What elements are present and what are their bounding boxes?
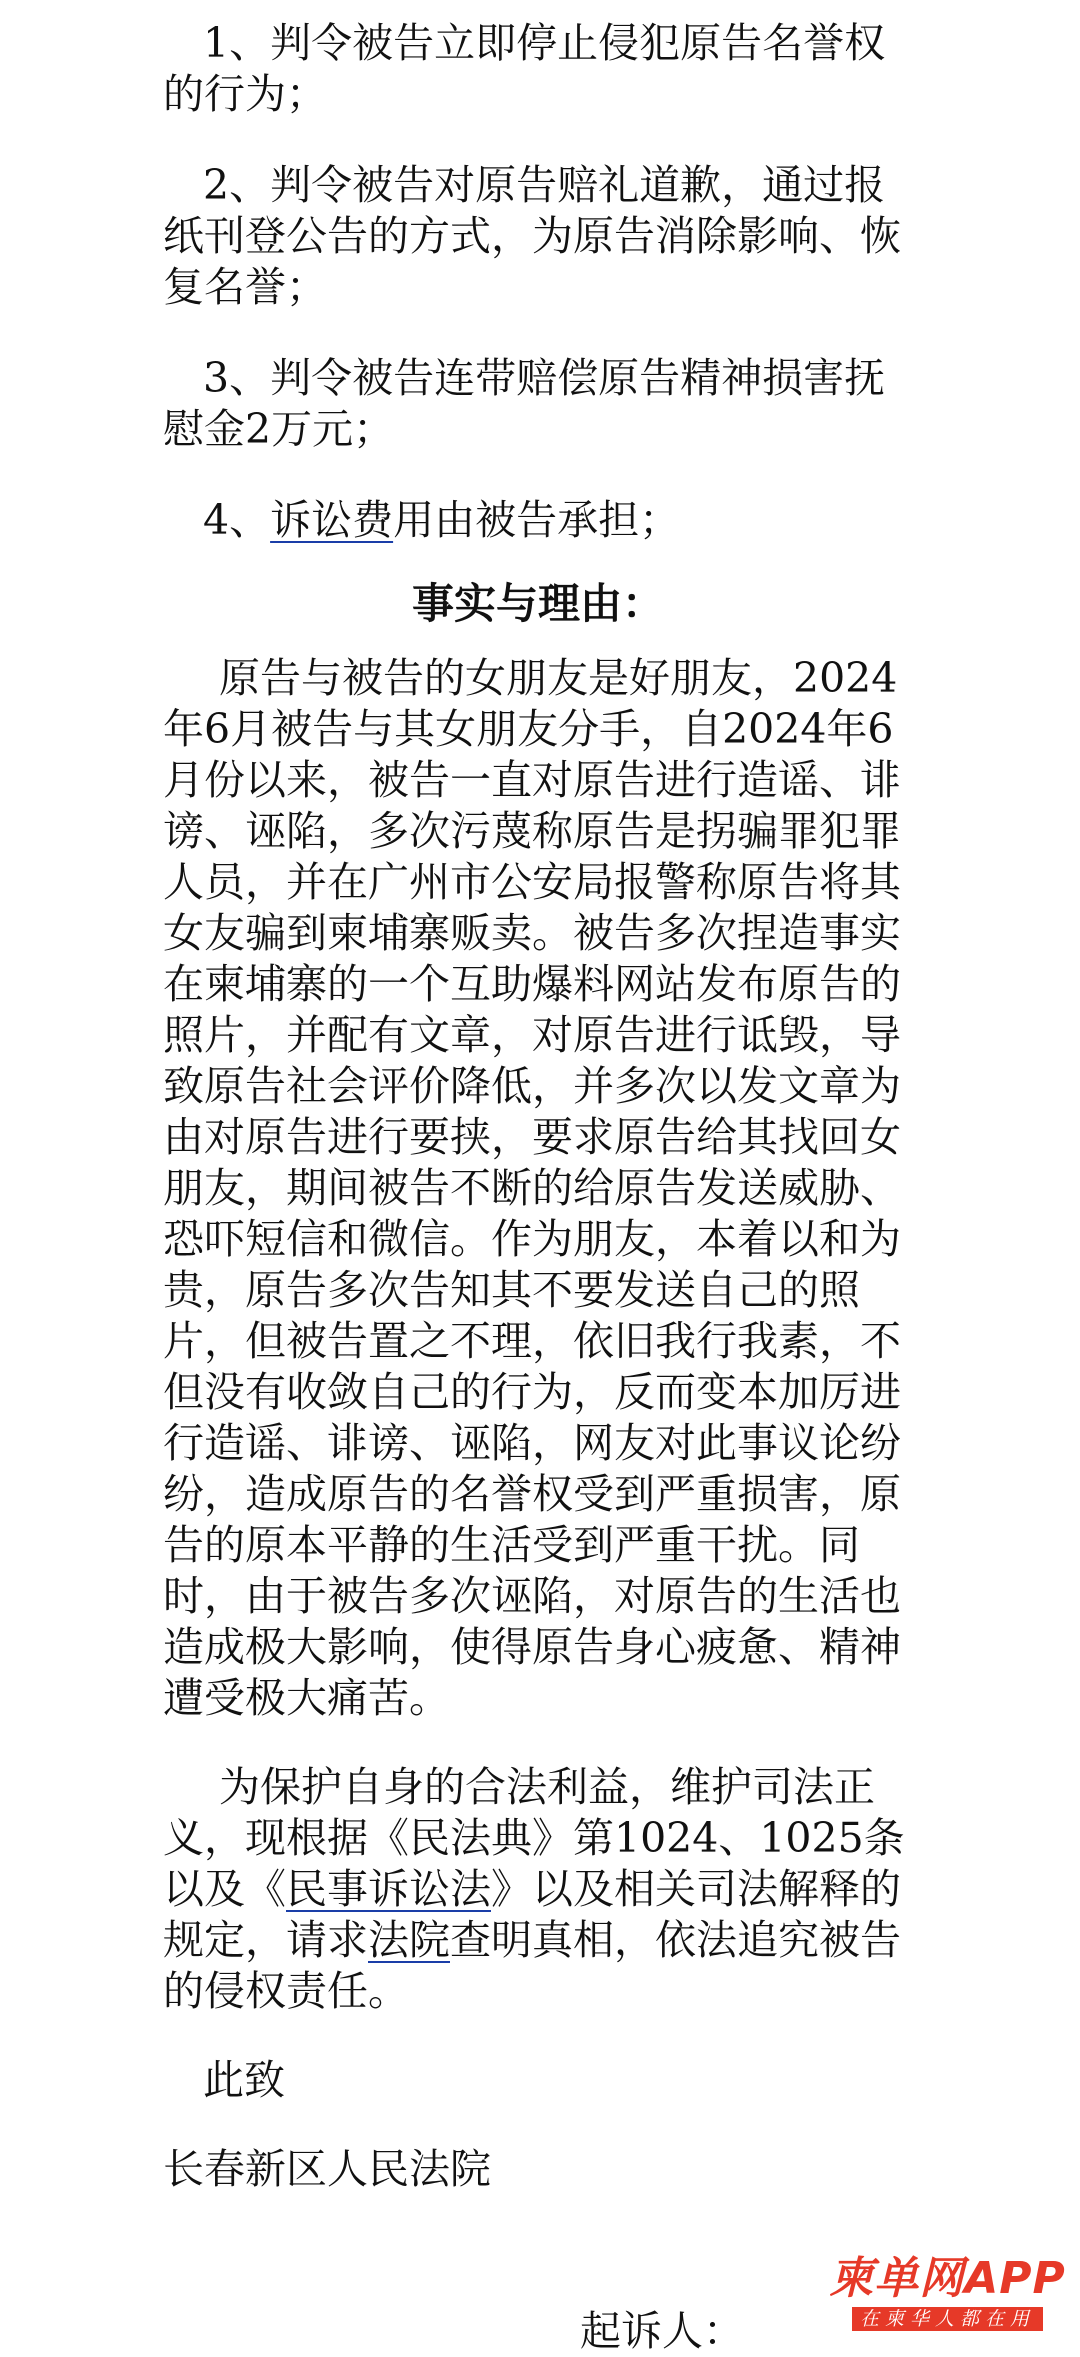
request-item-4-suffix: 用由被告承担； bbox=[393, 496, 681, 544]
request-item-4-prefix: 4、 bbox=[203, 496, 271, 544]
request-item-1-text: 1、判令被告立即停止侵犯原告名誉权的行为； bbox=[163, 19, 886, 118]
litigation-fee-link[interactable]: 诉讼费 bbox=[270, 496, 394, 544]
legal-text-1: 为保护自身的合法利益，维护司法正义，现根据《民法典》第1024、1025条以及《 bbox=[163, 1763, 905, 1913]
legal-text-3: 查明真相，依法追究被告的侵权责任。 bbox=[163, 1916, 901, 2015]
legal-basis-paragraph bbox=[163, 1762, 923, 2017]
document-body bbox=[163, 18, 923, 2195]
court-link[interactable]: 法院 bbox=[368, 1916, 450, 1964]
section-heading: 事实与理由： bbox=[411, 579, 664, 628]
facts-paragraph: 原告与被告的女朋友是好朋友，2024年6月被告与其女朋友分手，自2024年6月份以来，被告一直对原告进行造谣、诽谤、诬陷，多次污蔑称原告是拐骗罪犯罪人员，并在广州市公安局报警称原告将其女友骗到柬埔寨贩卖。被告多次捏造事实在柬埔寨的一个互助爆料网站发布原告的照片，并配有文章，对原告进行诋毁，导致原告社会评价降低，并多次以发文章为由对原告进行要挟，要求原告给其找回女朋友，期间被告不断的给原告发送威胁、恐吓短信和微信。作为朋友，本着以和为贵，原告多次告知其不要发送自己的照片，但被告置之不理，依旧我行我素，不但没有收敛自己的行为，反而变本加厉进行造谣、诽谤、诬陷，网友对此事议论纷纷，造成原告的名誉权受到严重损害，原告的原本平静的生活受到严重干扰。同时，由于被告多次诬陷，对原告的生活也造成极大影响，使得原告身心疲惫、精神遭受极大痛苦。 bbox=[163, 654, 901, 1722]
plaintiff-signature-label: 起诉人： bbox=[580, 2307, 744, 2355]
watermark-slogan: 在柬华人都在用 bbox=[852, 2307, 1043, 2331]
request-item-4 bbox=[163, 495, 923, 546]
request-item-2-text: 2、判令被告对原告赔礼道歉，通过报纸刊登公告的方式，为原告消除影响、恢复名誉； bbox=[163, 161, 901, 311]
legal-text-2: 》以及相关司法解释的规定，请求 bbox=[163, 1865, 901, 1964]
court-name: 长春新区人民法院 bbox=[163, 2145, 491, 2193]
request-item-3 bbox=[163, 353, 923, 455]
request-item-1 bbox=[163, 18, 923, 120]
request-item-3-text: 3、判令被告连带赔偿原告精神损害抚慰金2万元； bbox=[163, 354, 886, 453]
app-watermark bbox=[820, 2255, 1075, 2333]
watermark-logo-text: 柬单网APP bbox=[829, 2253, 1066, 2304]
civil-procedure-law-link[interactable]: 民事诉讼法 bbox=[286, 1865, 491, 1913]
closing-salutation: 此致 bbox=[203, 2056, 285, 2104]
request-item-2 bbox=[163, 160, 923, 313]
